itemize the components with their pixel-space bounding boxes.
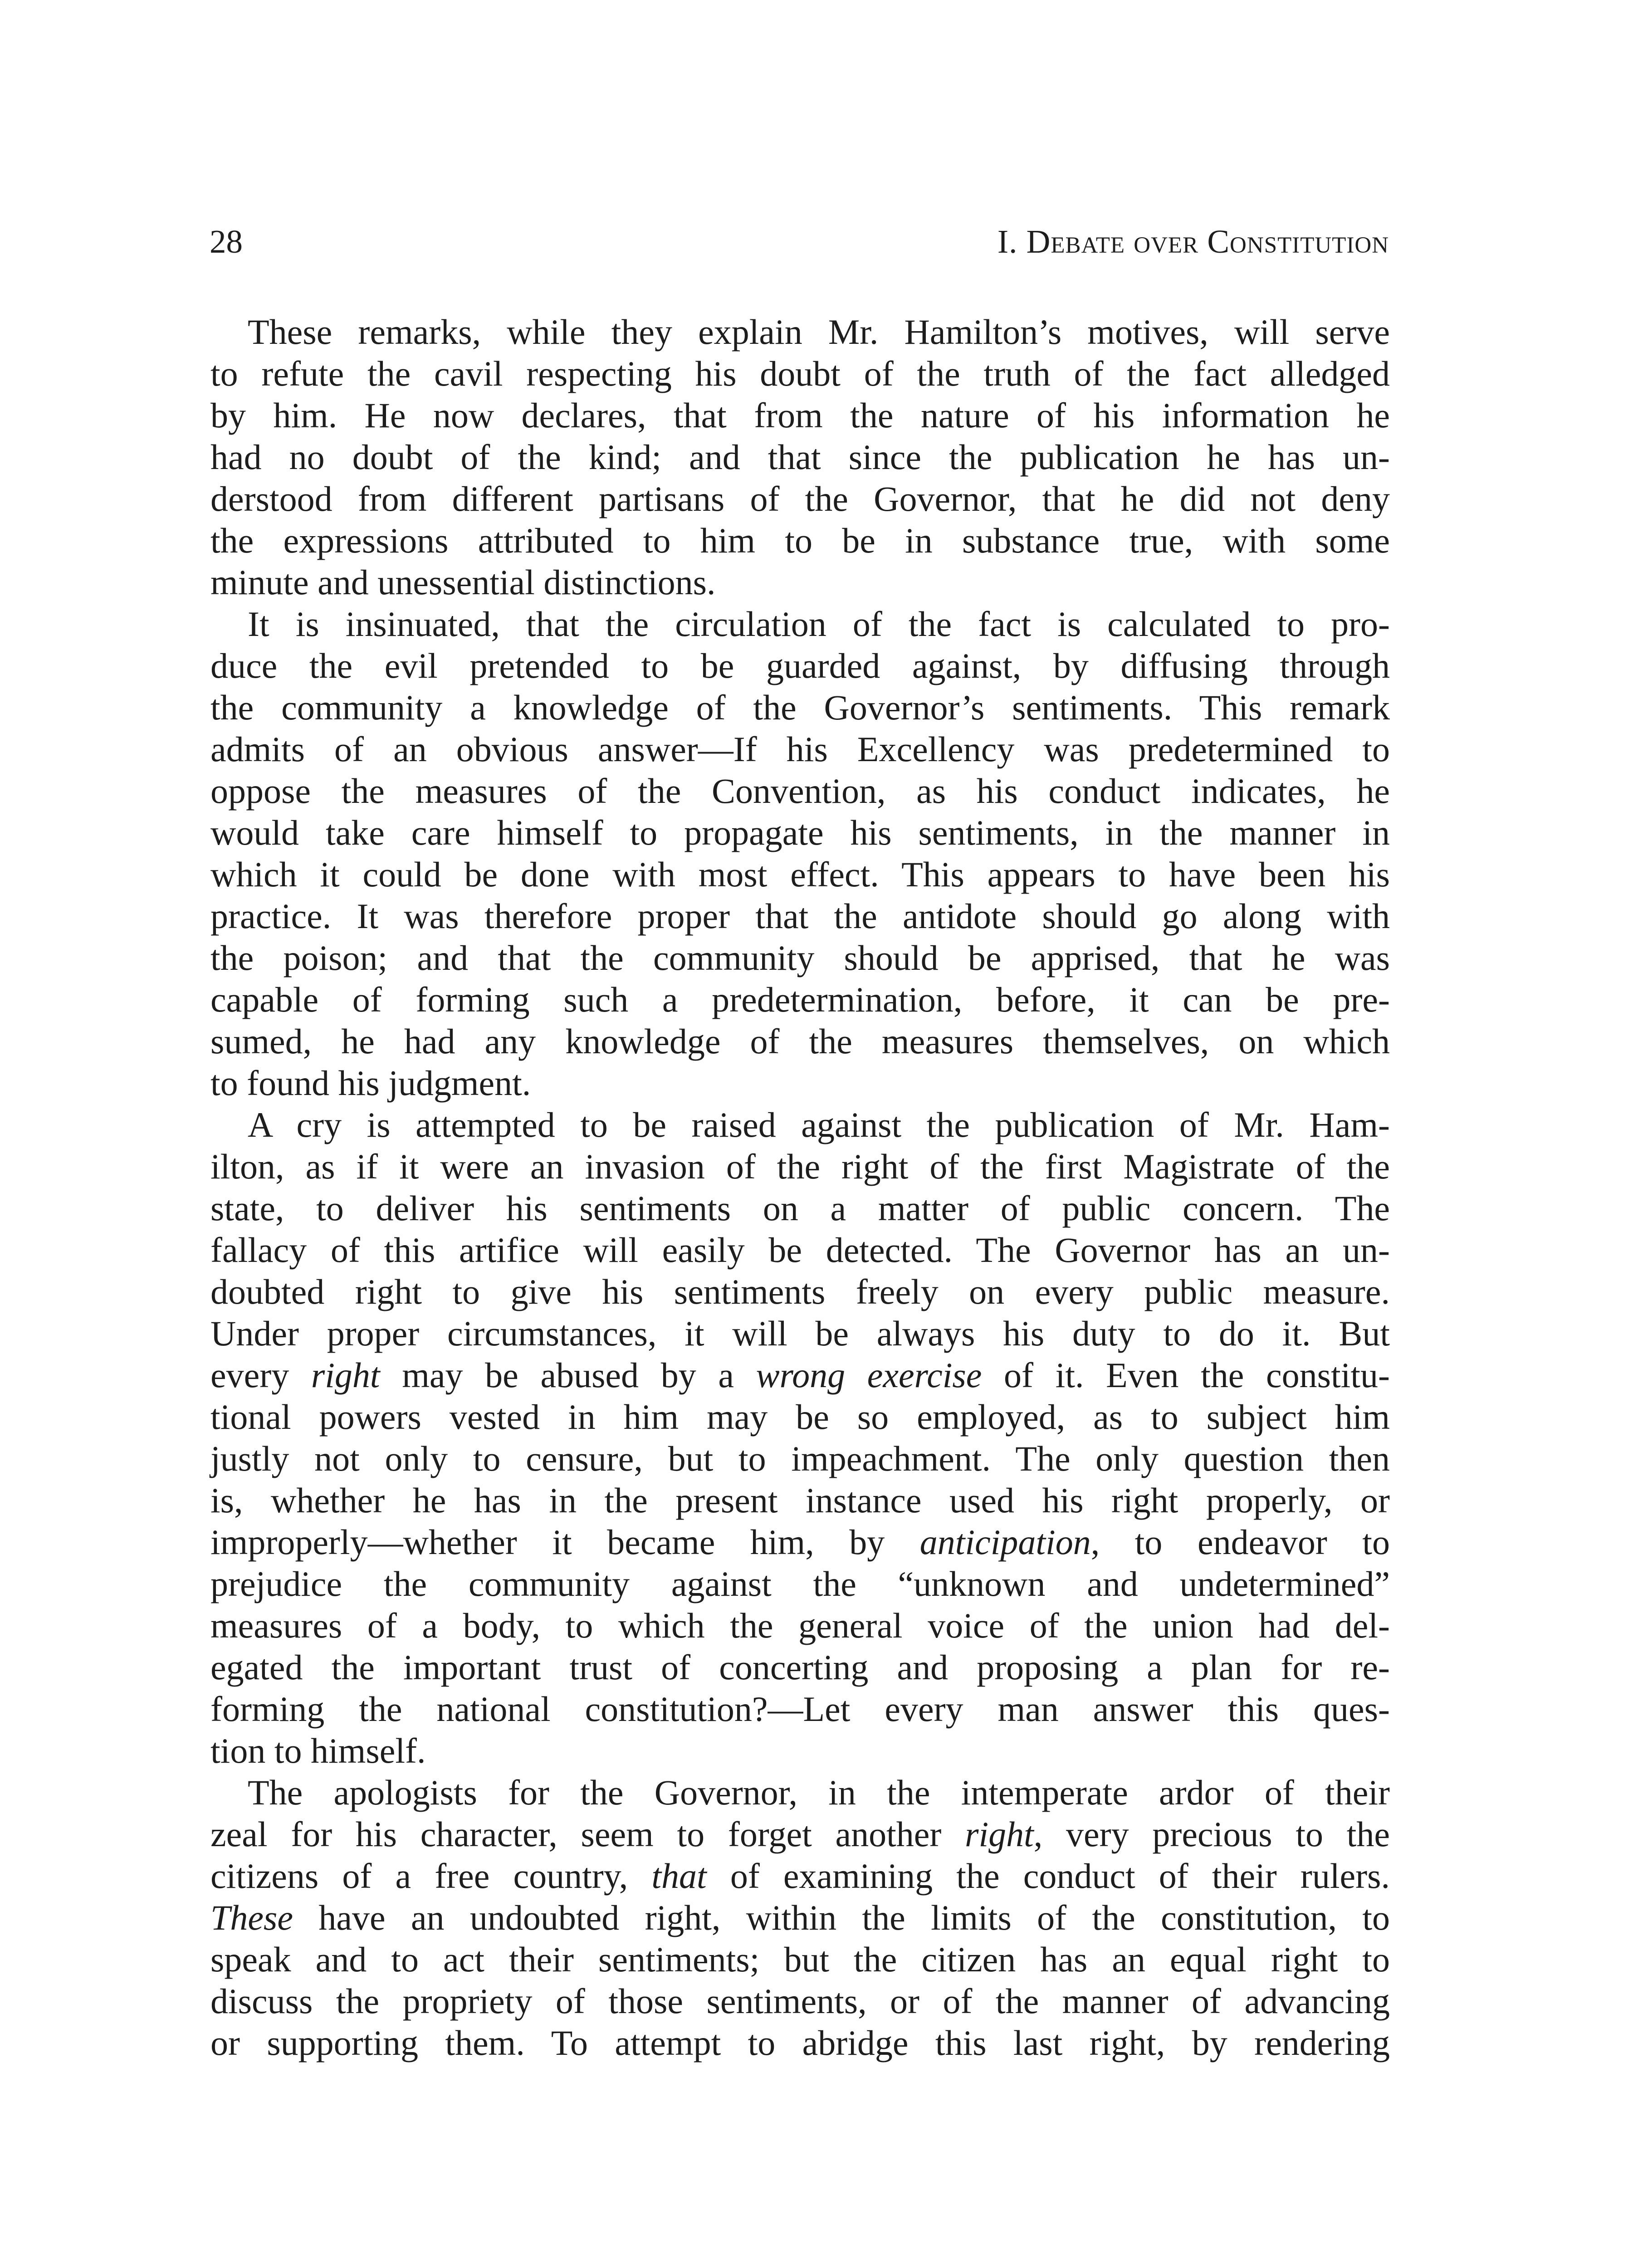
line-text: to refute the cavil respecting his doubt of the truth of the fact alledged [210,354,1390,393]
line-text: had no doubt of the kind; and that since the publication he has un- [210,437,1390,477]
text-line [210,1021,1390,1062]
text-line [210,436,1390,478]
line-text: discuss the propriety of those sentiments, or of the manner of advancing [210,1981,1390,2021]
text-line [210,687,1390,728]
line-text: These remarks, while they explain Mr. Hamilton’s motives, will serve [248,312,1390,352]
line-text: to found his judgment. [210,1063,531,1103]
text-line [210,562,1390,603]
text-line [210,311,1390,353]
line-text: duce the evil pretended to be guarded against, by diffusing through [210,646,1390,685]
text-line [210,520,1390,562]
italic-text: that [651,1856,707,1896]
line-text: It is insinuated, that the circulation of the fact is calculated to pro- [248,604,1390,644]
line-text: speak and to act their sentiments; but the citizen has an equal right to [210,1940,1390,1979]
running-head [210,221,1389,262]
line-text: tion to himself. [210,1731,426,1770]
text-line [210,1229,1390,1271]
line-text: is, whether he has in the present instance used his right properly, or [210,1481,1390,1520]
text-line [210,1521,1390,1563]
line-text: improperly—whether it became him, by [210,1522,920,1562]
text-line [210,1730,1390,1772]
text-line [210,1354,1390,1396]
line-text: , to endeavor to [1090,1522,1390,1562]
text-line [210,1438,1390,1480]
line-text: the expressions attributed to him to be in substance true, with some [210,521,1390,560]
line-text: derstood from different partisans of the Governor, that he did not deny [210,479,1390,518]
text-line [210,1605,1390,1647]
text-line [210,603,1390,645]
line-text: forming the national constitution?—Let every man answer this ques- [210,1689,1390,1729]
text-line [210,1062,1390,1104]
text-line [210,1563,1390,1605]
text-line [210,1939,1390,1980]
italic-text: anticipation [919,1522,1091,1562]
line-text: zeal for his character, seem to forget another [210,1814,965,1854]
text-line [210,1313,1390,1354]
line-text: by him. He now declares, that from the nature of his information he [210,396,1390,435]
line-text: oppose the measures of the Convention, as his conduct indicates, he [210,771,1390,811]
line-text: admits of an obvious answer—If his Excellency was predetermined to [210,729,1390,769]
line-text: which it could be done with most effect. This appears to have been his [210,855,1390,894]
line-text: have an undoubted right, within the limits of the constitution, to [293,1898,1390,1937]
line-text: A cry is attempted to be raised against the publication of Mr. Ham- [248,1105,1390,1144]
line-text: prejudice the community against the “unknown and undetermined” [210,1564,1390,1603]
text-line [210,395,1390,436]
text-line [210,770,1390,812]
line-text: measures of a body, to which the general voice of the union had del- [210,1606,1390,1645]
line-text: justly not only to censure, but to impeachment. The only question then [210,1439,1390,1478]
line-text: state, to deliver his sentiments on a matter of public concern. The [210,1188,1390,1228]
line-text: every [210,1355,311,1395]
text-line [210,1480,1390,1521]
body-text [210,311,1390,2064]
line-text: of it. Even the constitu- [982,1355,1390,1395]
text-line [210,1688,1390,1730]
text-line [210,1980,1390,2022]
text-line [210,1813,1390,1855]
page-number: 28 [210,223,243,260]
text-line [210,812,1390,854]
line-text: The apologists for the Governor, in the intemperate ardor of their [248,1773,1390,1812]
line-text: citizens of a free country, [210,1856,652,1896]
line-text: minute and unessential distinctions. [210,562,716,602]
line-text: Under proper circumstances, it will be always his duty to do it. But [210,1314,1390,1353]
text-line [210,1855,1390,1897]
line-text: tional powers vested in him may be so employed, as to subject him [210,1397,1390,1437]
text-line [210,1271,1390,1313]
line-text: capable of forming such a predetermination, before, it can be pre- [210,980,1390,1019]
italic-text: wrong exercise [756,1355,982,1395]
line-text: of examining the conduct of their rulers. [706,1856,1390,1896]
text-line [210,1647,1390,1688]
line-text: the community a knowledge of the Governor’s sentiments. This remark [210,688,1390,727]
line-text: sumed, he had any knowledge of the measures themselves, on which [210,1022,1390,1061]
line-text: , very precious to the [1033,1814,1390,1854]
text-line [210,895,1390,937]
text-line [210,1104,1390,1146]
italic-text: right [965,1814,1034,1854]
italic-text: right [311,1355,380,1395]
line-text: or supporting them. To attempt to abridge this last right, by rendering [210,2023,1390,2063]
text-line [210,728,1390,770]
line-text: doubted right to give his sentiments freely on every public measure. [210,1272,1390,1311]
chapter-title: I. Debate over Constitution [997,223,1389,260]
text-line [210,979,1390,1021]
line-text: would take care himself to propagate his sentiments, in the manner in [210,813,1390,852]
text-line [210,1188,1390,1229]
text-line [210,645,1390,687]
line-text: fallacy of this artifice will easily be detected. The Governor has an un- [210,1230,1390,1270]
text-line [210,478,1390,520]
text-line [210,1396,1390,1438]
line-text: practice. It was therefore proper that the antidote should go along with [210,896,1390,936]
line-text: the poison; and that the community should be apprised, that he was [210,938,1390,978]
text-line [210,854,1390,895]
line-text: egated the important trust of concerting and proposing a plan for re- [210,1647,1390,1687]
text-line [210,1146,1390,1188]
text-line [210,2022,1390,2064]
text-line [210,1897,1390,1939]
line-text: may be abused by a [380,1355,756,1395]
text-line [210,937,1390,979]
italic-text: These [210,1898,293,1937]
text-line [210,1772,1390,1813]
text-line [210,353,1390,395]
line-text: ilton, as if it were an invasion of the right of the first Magistrate of the [210,1147,1390,1186]
